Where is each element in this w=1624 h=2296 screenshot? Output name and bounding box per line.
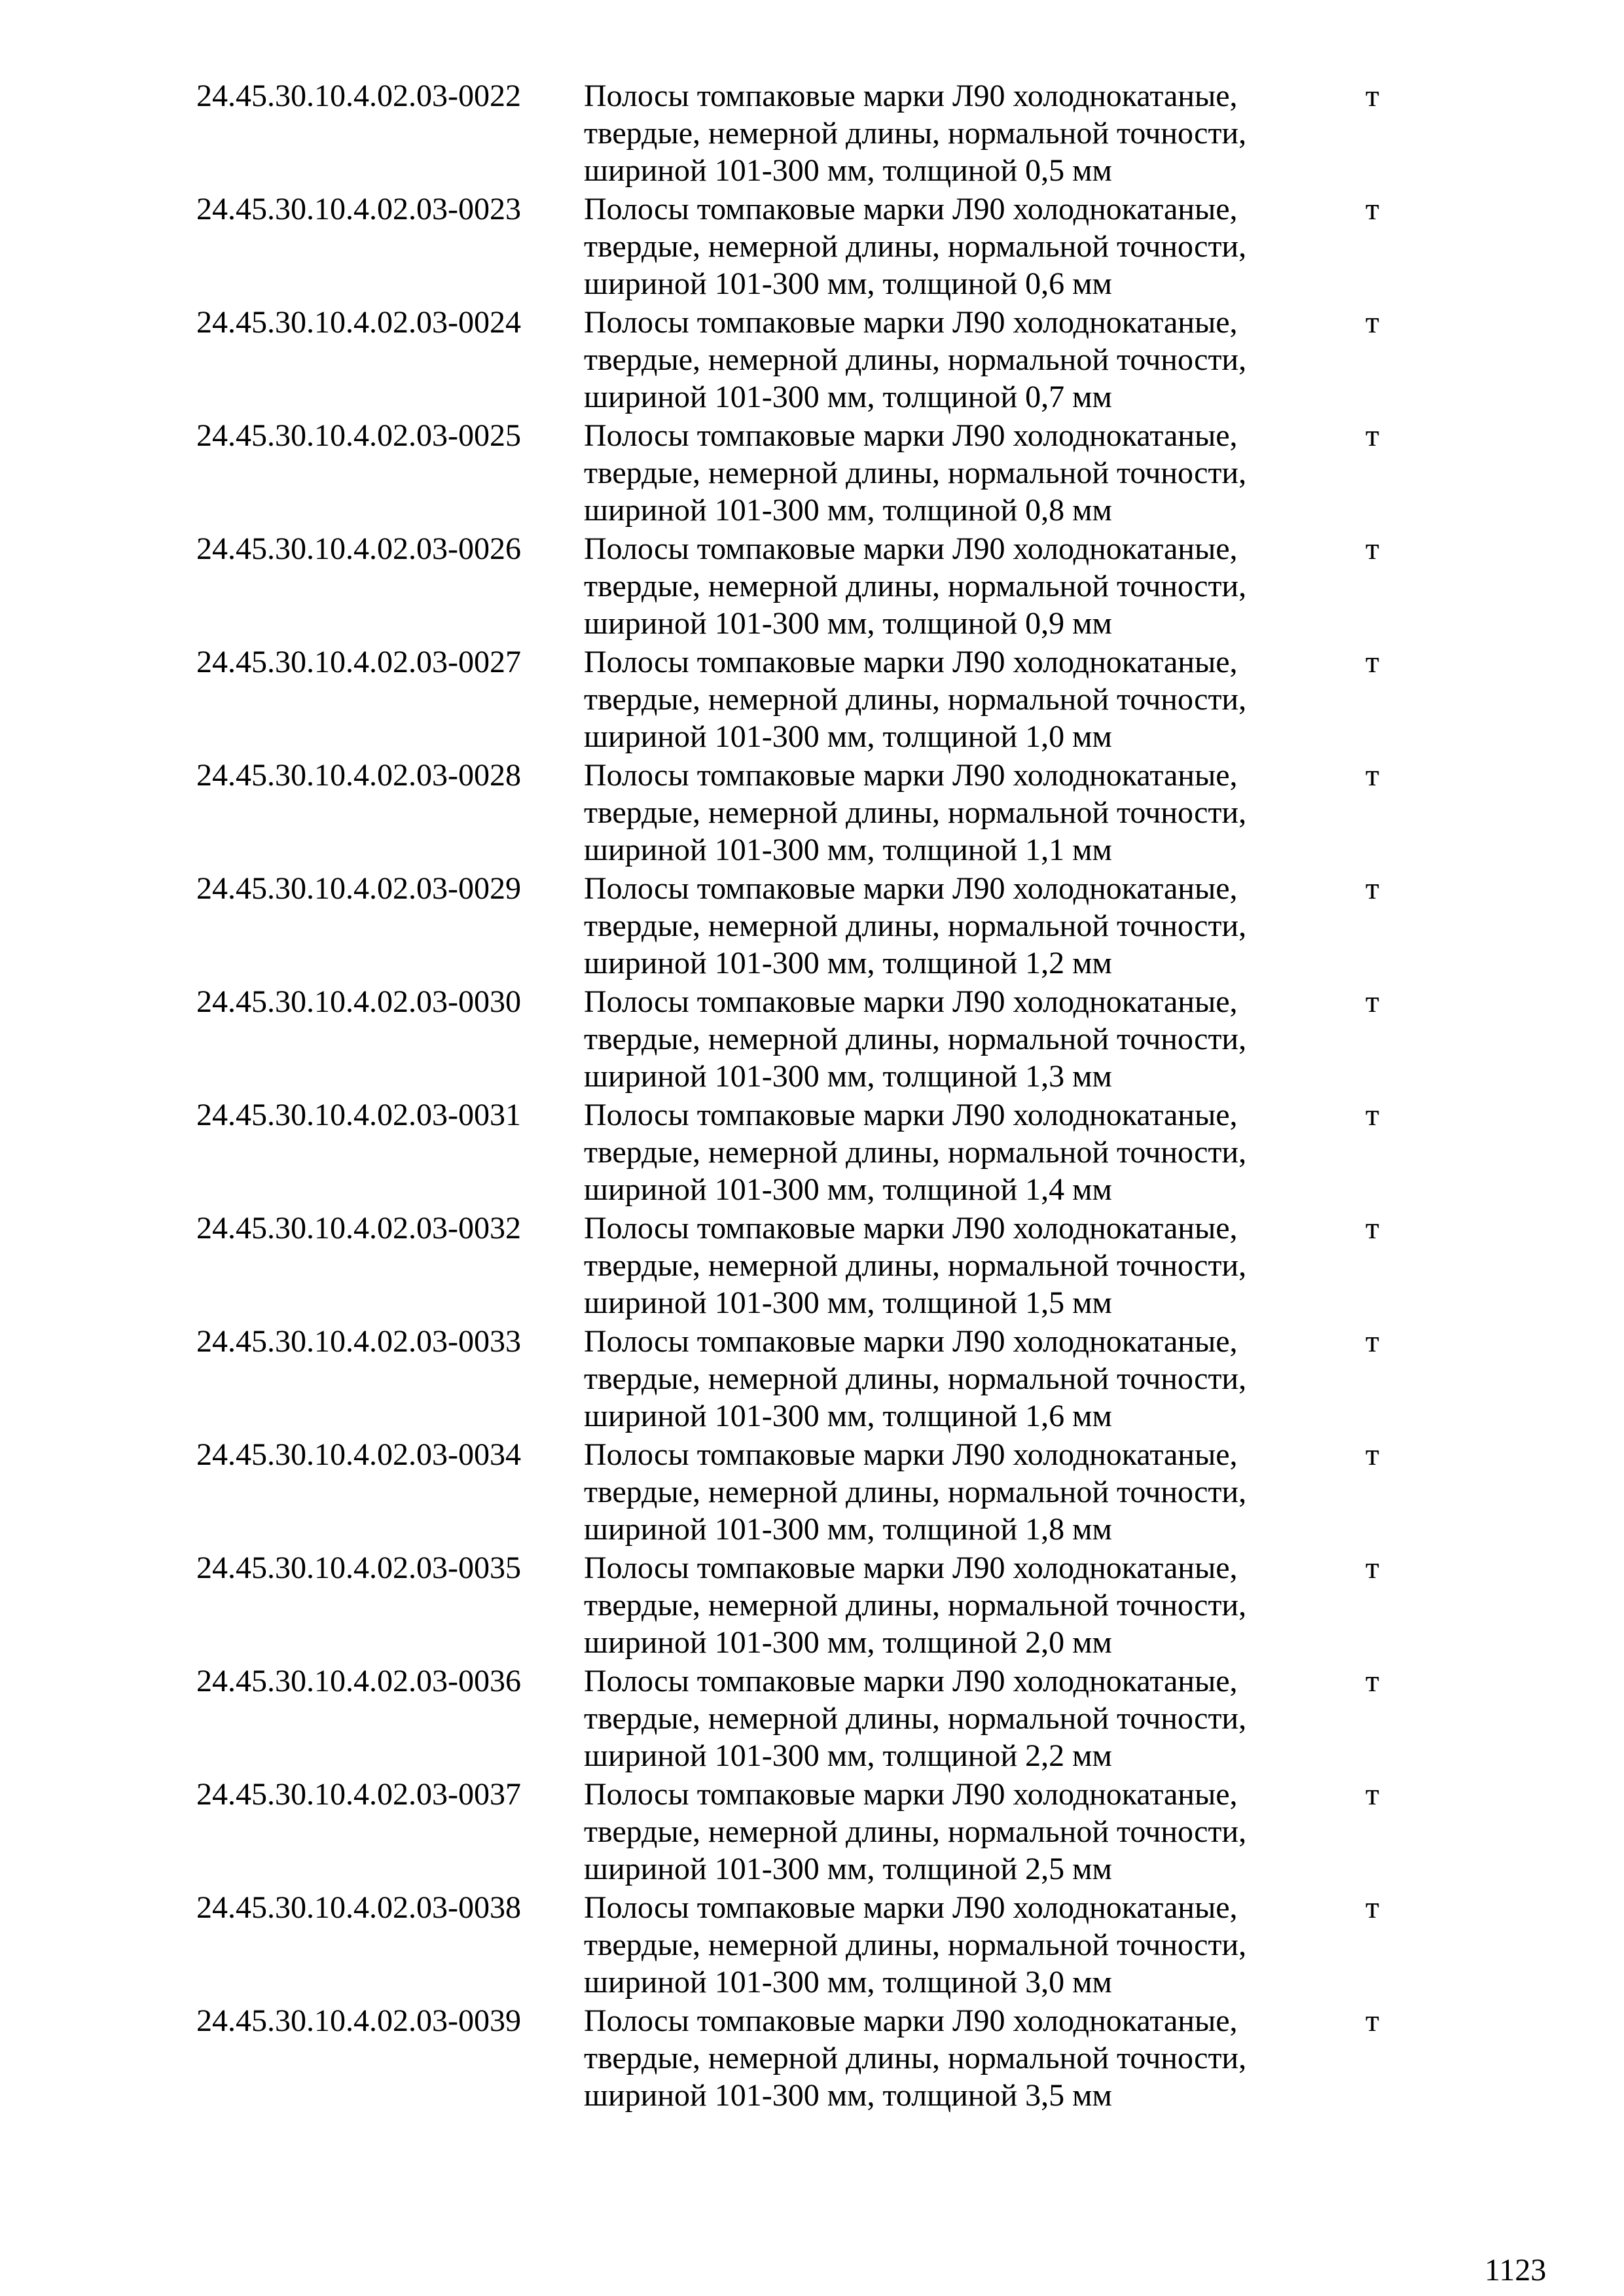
resource-code: 24.45.30.10.4.02.03-0029 [196, 871, 521, 906]
table-row [196, 1889, 1440, 2002]
resource-code: 24.45.30.10.4.02.03-0037 [196, 1777, 521, 1812]
table-row [196, 1210, 1440, 1323]
resource-code: 24.45.30.10.4.02.03-0022 [196, 79, 521, 113]
resource-code: 24.45.30.10.4.02.03-0028 [196, 758, 521, 793]
resource-description: Полосы томпаковые марки Л90 холоднокатаные, твердые, немерной длины, нормальной точности, шириной 101-300 мм, толщиной 1,8 мм [584, 1437, 1247, 1547]
table-row [196, 2002, 1440, 2115]
unit-of-measure: т [1365, 984, 1379, 1019]
resource-code: 24.45.30.10.4.02.03-0035 [196, 1551, 521, 1585]
unit-of-measure: т [1365, 758, 1379, 793]
unit-of-measure: т [1365, 531, 1379, 566]
resource-code: 24.45.30.10.4.02.03-0026 [196, 531, 521, 566]
resource-code: 24.45.30.10.4.02.03-0031 [196, 1098, 521, 1132]
table-row [196, 1662, 1440, 1776]
resource-description: Полосы томпаковые марки Л90 холоднокатаные, твердые, немерной длины, нормальной точности, шириной 101-300 мм, толщиной 1,6 мм [584, 1324, 1247, 1433]
resource-description: Полосы томпаковые марки Л90 холоднокатаные, твердые, немерной длины, нормальной точности, шириной 101-300 мм, толщиной 0,9 мм [584, 531, 1247, 641]
resource-description: Полосы томпаковые марки Л90 холоднокатаные, твердые, немерной длины, нормальной точности, шириной 101-300 мм, толщиной 1,2 мм [584, 871, 1247, 980]
table-row [196, 870, 1440, 983]
resource-code: 24.45.30.10.4.02.03-0032 [196, 1211, 521, 1246]
unit-of-measure: т [1365, 1777, 1379, 1812]
table-row [196, 1776, 1440, 1889]
resource-description: Полосы томпаковые марки Л90 холоднокатаные, твердые, немерной длины, нормальной точности, шириной 101-300 мм, толщиной 0,8 мм [584, 418, 1247, 528]
resource-description: Полосы томпаковые марки Л90 холоднокатаные, твердые, немерной длины, нормальной точности, шириной 101-300 мм, толщиной 1,0 мм [584, 645, 1247, 754]
resource-code: 24.45.30.10.4.02.03-0027 [196, 645, 521, 679]
resource-code: 24.45.30.10.4.02.03-0038 [196, 1890, 521, 1925]
resource-description: Полосы томпаковые марки Л90 холоднокатаные, твердые, немерной длины, нормальной точности, шириной 101-300 мм, толщиной 2,2 мм [584, 1664, 1247, 1773]
unit-of-measure: т [1365, 645, 1379, 679]
resource-code: 24.45.30.10.4.02.03-0023 [196, 192, 521, 226]
resource-code: 24.45.30.10.4.02.03-0025 [196, 418, 521, 453]
resource-code: 24.45.30.10.4.02.03-0039 [196, 2003, 521, 2038]
table-row [196, 77, 1440, 190]
resource-table [196, 77, 1440, 2115]
unit-of-measure: т [1365, 1551, 1379, 1585]
resource-description: Полосы томпаковые марки Л90 холоднокатаные, твердые, немерной длины, нормальной точности, шириной 101-300 мм, толщиной 1,5 мм [584, 1211, 1247, 1320]
resource-description: Полосы томпаковые марки Л90 холоднокатаные, твердые, немерной длины, нормальной точности, шириной 101-300 мм, толщиной 0,7 мм [584, 305, 1247, 414]
resource-description: Полосы томпаковые марки Л90 холоднокатаные, твердые, немерной длины, нормальной точности, шириной 101-300 мм, толщиной 3,0 мм [584, 1890, 1247, 2000]
resource-code: 24.45.30.10.4.02.03-0034 [196, 1437, 521, 1472]
unit-of-measure: т [1365, 305, 1379, 340]
resource-code: 24.45.30.10.4.02.03-0036 [196, 1664, 521, 1698]
page-number: 1123 [1485, 2253, 1547, 2287]
unit-of-measure: т [1365, 1437, 1379, 1472]
table-row [196, 530, 1440, 643]
table-row [196, 190, 1440, 304]
unit-of-measure: т [1365, 1890, 1379, 1925]
table-row [196, 304, 1440, 417]
resource-description: Полосы томпаковые марки Л90 холоднокатаные, твердые, немерной длины, нормальной точности, шириной 101-300 мм, толщиной 1,3 мм [584, 984, 1247, 1094]
table-row [196, 757, 1440, 870]
resource-description: Полосы томпаковые марки Л90 холоднокатаные, твердые, немерной длины, нормальной точности, шириной 101-300 мм, толщиной 1,1 мм [584, 758, 1247, 867]
unit-of-measure: т [1365, 79, 1379, 113]
table-row [196, 417, 1440, 530]
unit-of-measure: т [1365, 192, 1379, 226]
resource-description: Полосы томпаковые марки Л90 холоднокатаные, твердые, немерной длины, нормальной точности, шириной 101-300 мм, толщиной 1,4 мм [584, 1098, 1247, 1207]
unit-of-measure: т [1365, 418, 1379, 453]
table-row [196, 1549, 1440, 1662]
resource-description: Полосы томпаковые марки Л90 холоднокатаные, твердые, немерной длины, нормальной точности, шириной 101-300 мм, толщиной 2,0 мм [584, 1551, 1247, 1660]
unit-of-measure: т [1365, 1098, 1379, 1132]
resource-description: Полосы томпаковые марки Л90 холоднокатаные, твердые, немерной длины, нормальной точности, шириной 101-300 мм, толщиной 2,5 мм [584, 1777, 1247, 1886]
resource-description: Полосы томпаковые марки Л90 холоднокатаные, твердые, немерной длины, нормальной точности, шириной 101-300 мм, толщиной 0,6 мм [584, 192, 1247, 301]
resource-code: 24.45.30.10.4.02.03-0024 [196, 305, 521, 340]
resource-code: 24.45.30.10.4.02.03-0030 [196, 984, 521, 1019]
unit-of-measure: т [1365, 2003, 1379, 2038]
table-row [196, 1096, 1440, 1210]
table-row [196, 643, 1440, 757]
resource-description: Полосы томпаковые марки Л90 холоднокатаные, твердые, немерной длины, нормальной точности, шириной 101-300 мм, толщиной 3,5 мм [584, 2003, 1247, 2113]
unit-of-measure: т [1365, 1664, 1379, 1698]
table-row [196, 1323, 1440, 1436]
resource-code: 24.45.30.10.4.02.03-0033 [196, 1324, 521, 1359]
resource-description: Полосы томпаковые марки Л90 холоднокатаные, твердые, немерной длины, нормальной точности, шириной 101-300 мм, толщиной 0,5 мм [584, 79, 1247, 188]
table-row [196, 983, 1440, 1096]
table-row [196, 1436, 1440, 1549]
unit-of-measure: т [1365, 871, 1379, 906]
unit-of-measure: т [1365, 1211, 1379, 1246]
unit-of-measure: т [1365, 1324, 1379, 1359]
